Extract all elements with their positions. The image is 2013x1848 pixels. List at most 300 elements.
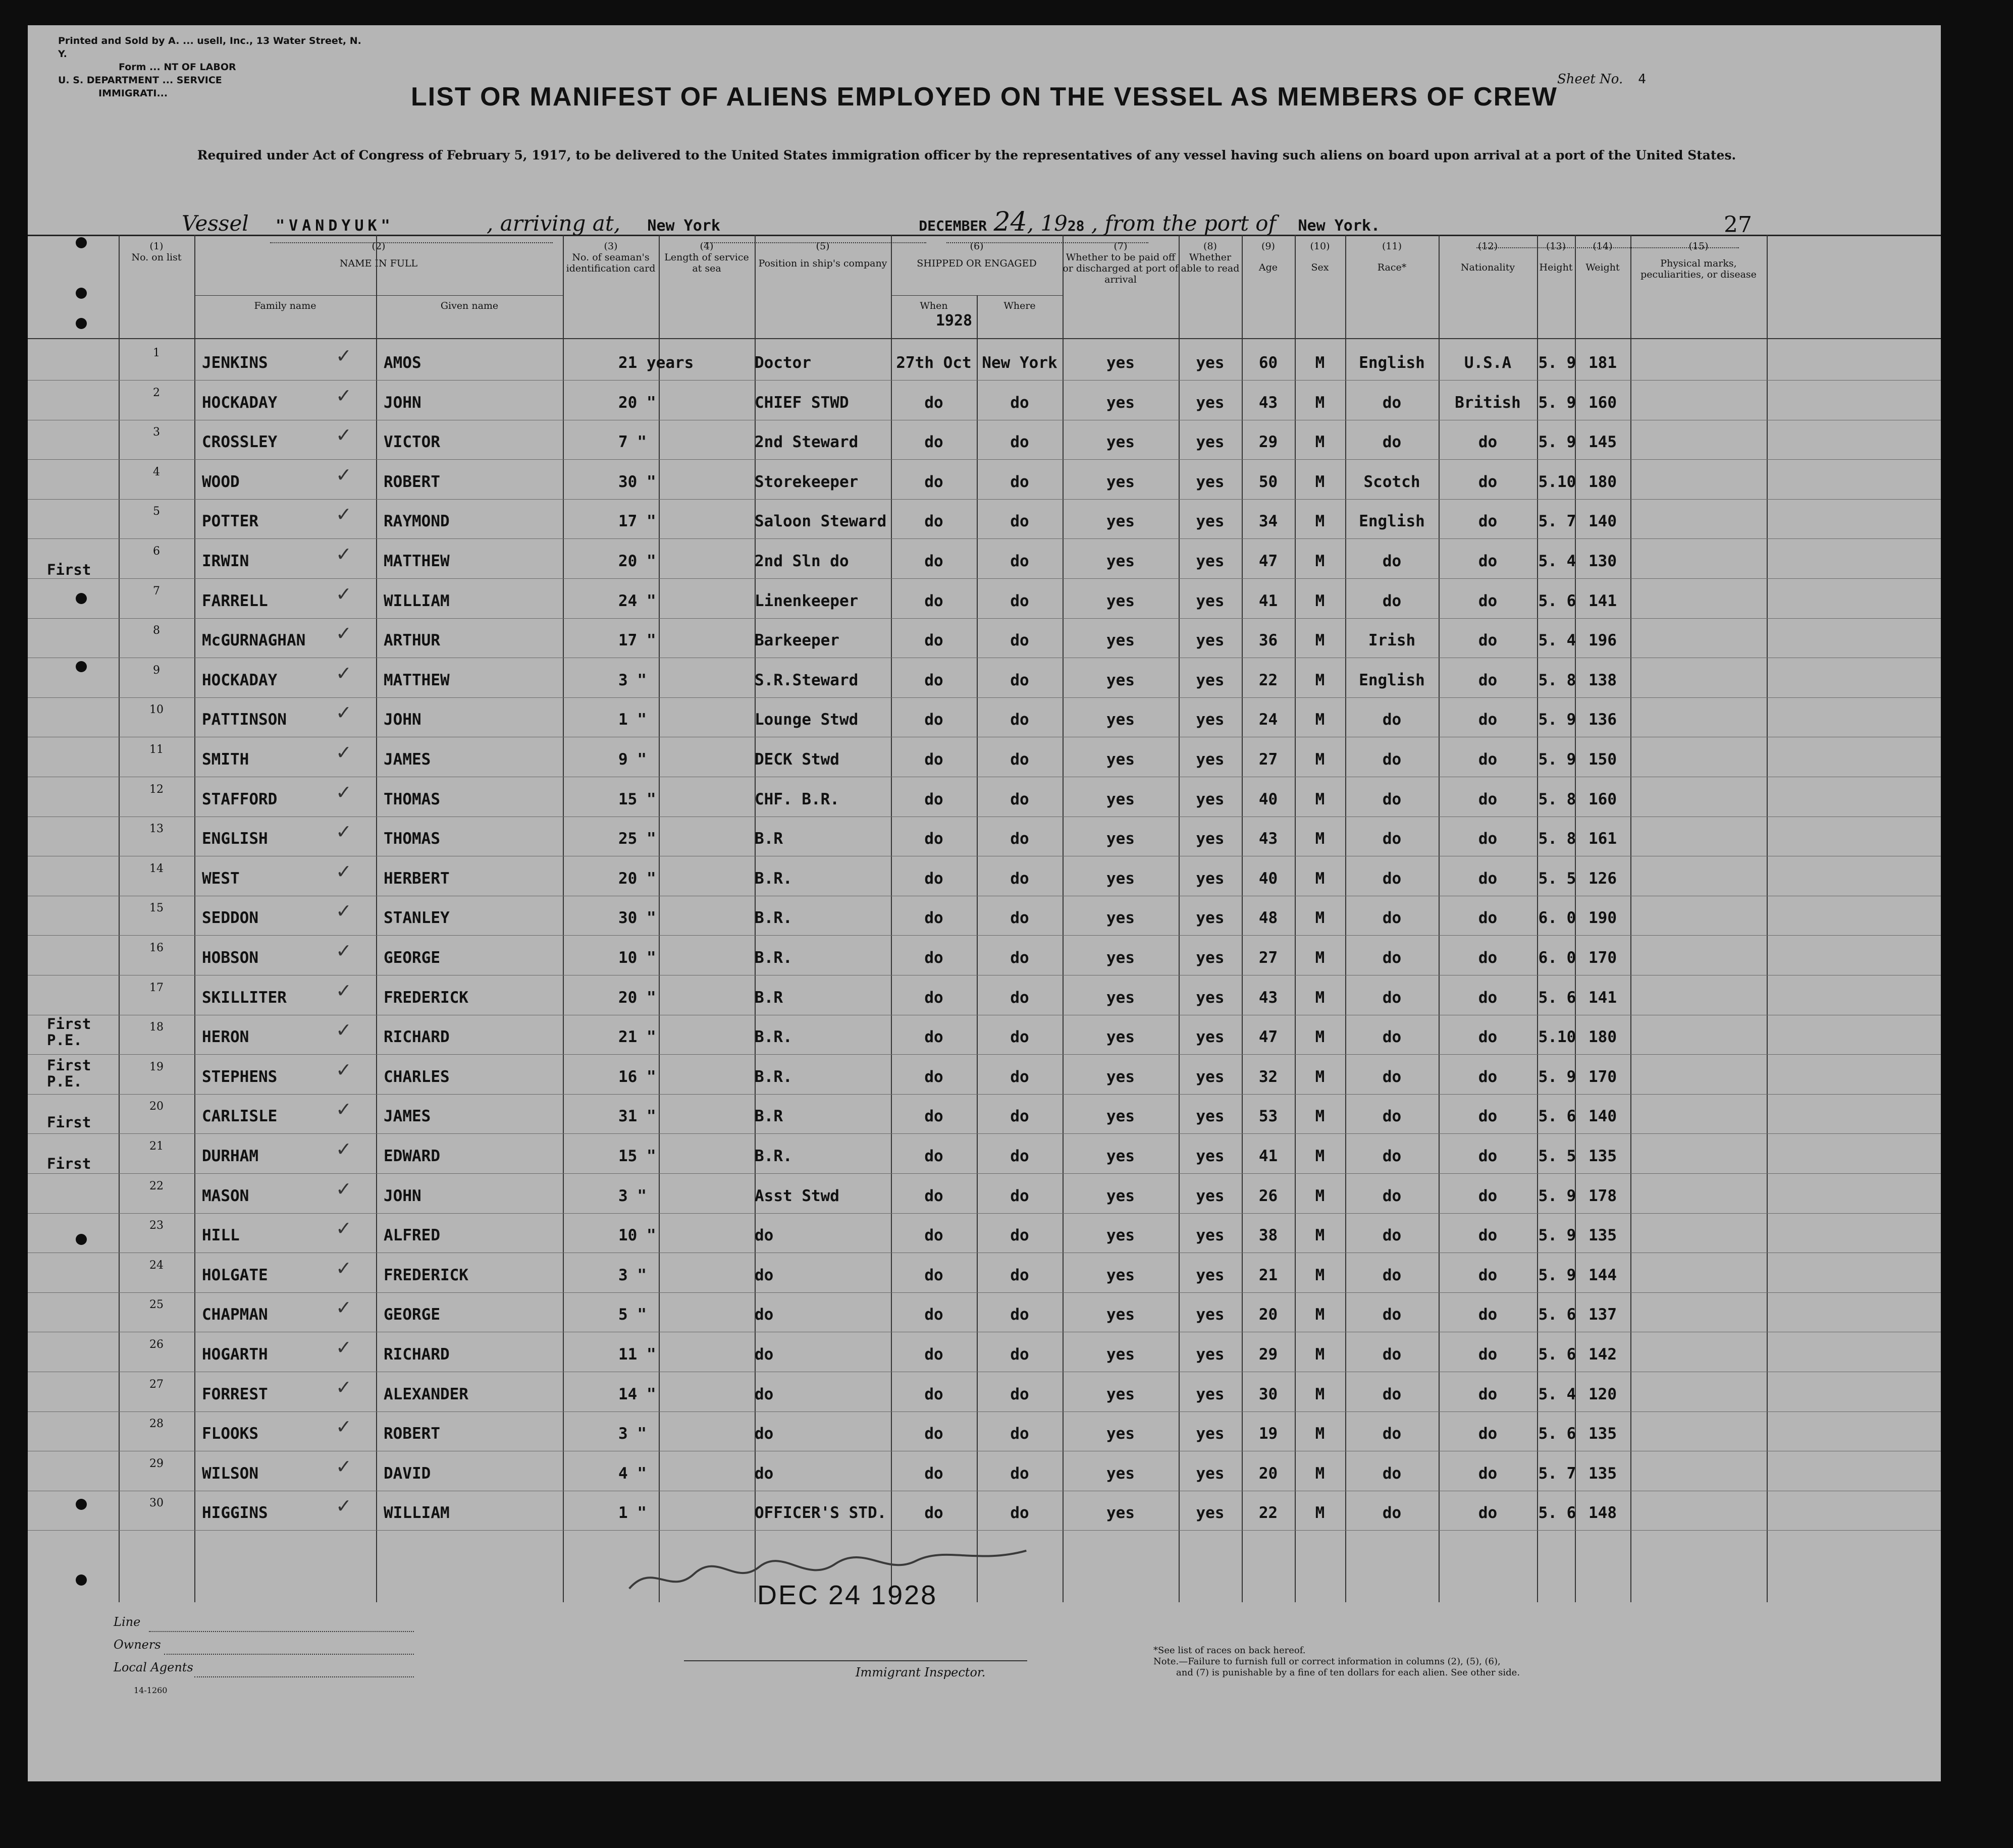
cell-no: 20 (149, 1100, 164, 1113)
cell-read: yes (1196, 790, 1225, 808)
cell-age: 29 (1258, 1345, 1278, 1364)
cell-where: do (1010, 1306, 1029, 1324)
cell-age: 40 (1258, 790, 1278, 808)
cell-weight: 145 (1588, 433, 1617, 452)
check-mark-icon: ✓ (336, 463, 352, 486)
cell-where: do (1010, 949, 1029, 967)
cell-when: do (924, 711, 943, 729)
cell-no: 6 (153, 545, 160, 558)
check-mark-icon: ✓ (336, 543, 352, 565)
cell-when: do (924, 552, 943, 570)
footnote-penalty: Note.—Failure to furnish full or correct information in columns (2), (5), (6), (1153, 1656, 1501, 1667)
cell-weight: 181 (1588, 354, 1617, 372)
cell-given: FREDERICK (384, 988, 468, 1007)
cell-nationality: do (1478, 988, 1498, 1007)
cell-service: 20 " (618, 393, 656, 412)
cell-age: 24 (1258, 711, 1278, 729)
col-position-header: (5) Position in ship's company (758, 241, 887, 269)
cell-position: do (755, 1306, 774, 1324)
cell-position: B.R. (755, 869, 792, 888)
cell-where: do (1010, 512, 1029, 531)
cell-when: do (924, 1226, 943, 1245)
cell-race: do (1382, 1345, 1402, 1364)
cell-family: HILL (202, 1226, 240, 1245)
cell-when: do (924, 1147, 943, 1165)
cell-paid: yes (1106, 830, 1135, 848)
cell-height: 5.10 (1538, 472, 1576, 491)
cell-paid: yes (1106, 1028, 1135, 1047)
inspector-label: Immigrant Inspector. (856, 1665, 986, 1679)
cell-family: HOCKADAY (202, 671, 278, 689)
cell-age: 41 (1258, 591, 1278, 610)
cell-height: 5. 6 (1538, 591, 1576, 610)
cell-where: do (1010, 1345, 1029, 1364)
cell-read: yes (1196, 1306, 1225, 1324)
cell-height: 5. 6 (1538, 1306, 1576, 1324)
cell-nationality: do (1478, 869, 1498, 888)
cell-service: 10 " (618, 949, 656, 967)
cell-when: do (924, 988, 943, 1007)
cell-race: Irish (1368, 631, 1416, 650)
cell-no: 9 (153, 664, 160, 677)
cell-sex: M (1315, 1107, 1325, 1126)
cell-paid: yes (1106, 433, 1135, 452)
cell-paid: yes (1106, 1067, 1135, 1086)
row-rule (28, 1411, 1941, 1412)
cell-weight: 160 (1588, 393, 1617, 412)
cell-service: 3 " (618, 671, 647, 689)
cell-paid: yes (1106, 393, 1135, 412)
cell-race: do (1382, 1425, 1402, 1443)
owners-label: Owners (114, 1638, 161, 1652)
cell-no: 28 (149, 1418, 164, 1431)
cell-service: 17 " (618, 631, 656, 650)
cell-given: RAYMOND (384, 512, 450, 531)
cell-given: EDWARD (384, 1147, 440, 1165)
cell-sex: M (1315, 591, 1325, 610)
cell-no: 17 (149, 981, 164, 994)
cell-nationality: do (1478, 591, 1498, 610)
cell-read: yes (1196, 1186, 1225, 1205)
check-mark-icon: ✓ (336, 582, 352, 605)
manifest-sheet (28, 25, 1941, 1781)
cell-race: do (1382, 1306, 1402, 1324)
cell-given: VICTOR (384, 433, 440, 452)
cell-no: 8 (153, 624, 160, 637)
cell-no: 18 (149, 1021, 164, 1034)
cell-age: 50 (1258, 472, 1278, 491)
cell-where: do (1010, 433, 1029, 452)
cell-nationality: do (1478, 1425, 1498, 1443)
cell-no: 4 (153, 465, 160, 478)
cell-nationality: do (1478, 1306, 1498, 1324)
margin-note: First (47, 561, 91, 578)
cell-given: JOHN (384, 1186, 421, 1205)
cell-race: do (1382, 1147, 1402, 1165)
cell-weight: 120 (1588, 1385, 1617, 1403)
cell-race: English (1359, 671, 1425, 689)
cell-given: GEORGE (384, 949, 440, 967)
line-label: Line (114, 1615, 141, 1629)
check-mark-icon: ✓ (336, 1019, 352, 1042)
cell-where: do (1010, 472, 1029, 491)
cell-position: do (755, 1266, 774, 1284)
cell-age: 27 (1258, 949, 1278, 967)
cell-age: 47 (1258, 552, 1278, 570)
cell-race: Scotch (1363, 472, 1420, 491)
cell-height: 5. 9 (1538, 393, 1576, 412)
check-mark-icon: ✓ (336, 1296, 352, 1319)
cell-given: AMOS (384, 354, 421, 372)
cell-weight: 136 (1588, 711, 1617, 729)
cell-family: SKILLITER (202, 988, 287, 1007)
cell-where: do (1010, 830, 1029, 848)
cell-nationality: British (1455, 393, 1521, 412)
cell-position: do (755, 1425, 774, 1443)
cell-age: 43 (1258, 393, 1278, 412)
cell-race: do (1382, 711, 1402, 729)
col-race-header: (11) Race* (1377, 241, 1407, 273)
cell-no: 23 (149, 1219, 164, 1232)
col-idcard-header: (3) No. of seaman's identification card (566, 241, 656, 274)
from-port: New York. (1298, 217, 1381, 235)
cell-height: 5. 6 (1538, 1504, 1576, 1523)
cell-no: 19 (149, 1060, 164, 1073)
cell-where: do (1010, 1266, 1029, 1284)
cell-race: do (1382, 750, 1402, 769)
check-mark-icon: ✓ (336, 860, 352, 883)
cell-where: do (1010, 552, 1029, 570)
cell-sex: M (1315, 869, 1325, 888)
cell-height: 5. 9 (1538, 433, 1576, 452)
check-mark-icon: ✓ (336, 1376, 352, 1398)
cell-when: do (924, 472, 943, 491)
cell-nationality: do (1478, 1345, 1498, 1364)
check-mark-icon: ✓ (336, 900, 352, 922)
cell-read: yes (1196, 750, 1225, 769)
cell-paid: yes (1106, 591, 1135, 610)
cell-race: do (1382, 949, 1402, 967)
cell-sex: M (1315, 552, 1325, 570)
cell-where: do (1010, 711, 1029, 729)
cell-height: 5. 4 (1538, 631, 1576, 650)
row-rule (28, 380, 1941, 381)
row-rule (28, 1054, 1941, 1055)
cell-service: 31 " (618, 1107, 656, 1126)
cell-weight: 141 (1588, 988, 1617, 1007)
cell-family: FORREST (202, 1385, 268, 1403)
cell-nationality: do (1478, 711, 1498, 729)
cell-weight: 130 (1588, 552, 1617, 570)
cell-read: yes (1196, 393, 1225, 412)
cell-sex: M (1315, 1186, 1325, 1205)
cell-height: 5. 6 (1538, 1345, 1576, 1364)
cell-where: do (1010, 1147, 1029, 1165)
cell-position: B.R. (755, 949, 792, 967)
cell-paid: yes (1106, 1186, 1135, 1205)
cell-when: do (924, 393, 943, 412)
cell-weight: 180 (1588, 1028, 1617, 1047)
cell-sex: M (1315, 1147, 1325, 1165)
check-mark-icon: ✓ (336, 384, 352, 407)
cell-service: 25 " (618, 830, 656, 848)
line-field (149, 1611, 414, 1632)
cell-weight: 126 (1588, 869, 1617, 888)
cell-paid: yes (1106, 1425, 1135, 1443)
cell-position: B.R. (755, 1067, 792, 1086)
cell-read: yes (1196, 472, 1225, 491)
cell-position: Asst Stwd (755, 1186, 839, 1205)
cell-sex: M (1315, 472, 1325, 491)
cell-race: do (1382, 433, 1402, 452)
cell-weight: 148 (1588, 1504, 1617, 1523)
cell-no: 24 (149, 1259, 164, 1272)
cell-no: 10 (149, 703, 164, 717)
cell-read: yes (1196, 1067, 1225, 1086)
cell-race: do (1382, 830, 1402, 848)
shipped-sub-rule (891, 295, 1063, 296)
cell-position: B.R. (755, 1147, 792, 1165)
cell-position: CHIEF STWD (755, 393, 849, 412)
cell-height: 5. 6 (1538, 1425, 1576, 1443)
cell-no: 30 (149, 1497, 164, 1510)
cell-given: ARTHUR (384, 631, 440, 650)
col-rule (376, 235, 377, 1602)
cell-where: New York (982, 354, 1057, 372)
col-when-header: When (920, 300, 948, 311)
cell-where: do (1010, 1107, 1029, 1126)
cell-paid: yes (1106, 1107, 1135, 1126)
cell-service: 20 " (618, 552, 656, 570)
cell-nationality: do (1478, 790, 1498, 808)
cell-paid: yes (1106, 869, 1135, 888)
cell-position: do (755, 1226, 774, 1245)
cell-when: do (924, 591, 943, 610)
footnote-penalty-cont: and (7) is punishable by a fine of ten dollars for each alien. See other side. (1176, 1667, 1520, 1678)
cell-service: 16 " (618, 1067, 656, 1086)
sheet-number-label: Sheet No. (1557, 72, 1623, 87)
cell-given: ALEXANDER (384, 1385, 468, 1403)
cell-no: 2 (153, 386, 160, 399)
check-mark-icon: ✓ (336, 979, 352, 1002)
cell-read: yes (1196, 1464, 1225, 1483)
cell-paid: yes (1106, 909, 1135, 928)
cell-weight: 150 (1588, 750, 1617, 769)
check-mark-icon: ✓ (336, 662, 352, 684)
cell-no: 29 (149, 1457, 164, 1470)
cell-position: B.R (755, 988, 783, 1007)
check-mark-icon: ✓ (336, 781, 352, 803)
cell-family: STEPHENS (202, 1067, 278, 1086)
check-mark-icon: ✓ (336, 1416, 352, 1438)
col-paid-header: (7) Whether to be paid off or discharged at port of arrival (1063, 241, 1179, 285)
binder-hole (76, 1499, 87, 1510)
cell-paid: yes (1106, 711, 1135, 729)
cell-height: 5. 8 (1538, 830, 1576, 848)
cell-age: 32 (1258, 1067, 1278, 1086)
cell-read: yes (1196, 988, 1225, 1007)
cell-no: 21 (149, 1140, 164, 1153)
cell-race: do (1382, 790, 1402, 808)
cell-service: 3 " (618, 1425, 647, 1443)
cell-service: 20 " (618, 869, 656, 888)
cell-sex: M (1315, 830, 1325, 848)
cell-where: do (1010, 1504, 1029, 1523)
cell-race: do (1382, 1028, 1402, 1047)
cell-age: 29 (1258, 433, 1278, 452)
cell-age: 20 (1258, 1306, 1278, 1324)
cell-given: JAMES (384, 1107, 431, 1126)
cell-height: 5. 9 (1538, 711, 1576, 729)
cell-height: 6. 0 (1538, 949, 1576, 967)
cell-sex: M (1315, 1266, 1325, 1284)
cell-sex: M (1315, 433, 1325, 452)
cell-race: do (1382, 909, 1402, 928)
cell-given: RICHARD (384, 1345, 450, 1364)
cell-service: 10 " (618, 1226, 656, 1245)
check-mark-icon: ✓ (336, 940, 352, 962)
printer-line: Form ... NT OF LABOR (119, 62, 236, 73)
cell-family: CROSSLEY (202, 433, 278, 452)
margin-note: First P.E. (47, 1057, 91, 1090)
cell-nationality: do (1478, 472, 1498, 491)
cell-when: do (924, 869, 943, 888)
cell-family: WILSON (202, 1464, 258, 1483)
cell-read: yes (1196, 869, 1225, 888)
crew-table (28, 235, 1941, 1602)
col-rule (1630, 235, 1631, 1602)
row-rule (28, 697, 1941, 698)
cell-nationality: do (1478, 671, 1498, 689)
cell-age: 36 (1258, 631, 1278, 650)
cell-where: do (1010, 591, 1029, 610)
cell-where: do (1010, 790, 1029, 808)
cell-weight: 142 (1588, 1345, 1617, 1364)
cell-age: 34 (1258, 512, 1278, 531)
cell-where: do (1010, 750, 1029, 769)
cell-age: 40 (1258, 869, 1278, 888)
cell-family: HOBSON (202, 949, 258, 967)
binder-hole (76, 288, 87, 299)
cell-where: do (1010, 909, 1029, 928)
cell-weight: 140 (1588, 1107, 1617, 1126)
cell-when: do (924, 1028, 943, 1047)
cell-position: Lounge Stwd (755, 711, 859, 729)
cell-race: do (1382, 1385, 1402, 1403)
row-rule (28, 499, 1941, 500)
cell-given: MATTHEW (384, 552, 450, 570)
cell-position: OFFICER'S STD. (755, 1504, 887, 1523)
binder-hole (76, 593, 87, 604)
cell-weight: 135 (1588, 1464, 1617, 1483)
cell-position: DECK Stwd (755, 750, 839, 769)
cell-read: yes (1196, 830, 1225, 848)
col-sex-header: (10) Sex (1310, 241, 1330, 273)
cell-family: ENGLISH (202, 830, 268, 848)
owners-field (164, 1634, 414, 1655)
cell-no: 15 (149, 902, 164, 915)
cell-race: English (1359, 512, 1425, 531)
cell-race: do (1382, 1504, 1402, 1523)
cell-where: do (1010, 869, 1029, 888)
cell-position: do (755, 1345, 774, 1364)
cell-family: FARRELL (202, 591, 268, 610)
cell-family: JENKINS (202, 354, 268, 372)
cell-height: 5.10 (1538, 1028, 1576, 1047)
cell-nationality: do (1478, 1504, 1498, 1523)
cell-service: 20 " (618, 988, 656, 1007)
col-marks-header: (15) Physical marks, peculiarities, or disease (1640, 241, 1757, 280)
cell-no: 16 (149, 942, 164, 954)
cell-read: yes (1196, 1147, 1225, 1165)
cell-given: DAVID (384, 1464, 431, 1483)
row-rule (28, 1213, 1941, 1214)
cell-family: WEST (202, 869, 240, 888)
cell-no: 12 (149, 783, 164, 796)
cell-weight: 161 (1588, 830, 1617, 848)
cell-sex: M (1315, 1345, 1325, 1364)
col-service-header: (4) Length of service at sea (664, 241, 749, 274)
cell-given: WILLIAM (384, 1504, 450, 1523)
cell-weight: 190 (1588, 909, 1617, 928)
row-rule (28, 459, 1941, 460)
cell-when: do (924, 671, 943, 689)
cell-service: 30 " (618, 472, 656, 491)
cell-when: do (924, 830, 943, 848)
cell-race: do (1382, 1186, 1402, 1205)
cell-paid: yes (1106, 1306, 1135, 1324)
check-mark-icon: ✓ (336, 1495, 352, 1517)
cell-weight: 180 (1588, 472, 1617, 491)
cell-service: 15 " (618, 1147, 656, 1165)
cell-read: yes (1196, 711, 1225, 729)
cell-age: 43 (1258, 830, 1278, 848)
check-mark-icon: ✓ (336, 622, 352, 645)
cell-sex: M (1315, 1306, 1325, 1324)
agents-label: Local Agents (114, 1660, 193, 1674)
arriving-port: New York (647, 217, 720, 235)
cell-given: HERBERT (384, 869, 450, 888)
cell-age: 20 (1258, 1464, 1278, 1483)
cell-race: do (1382, 591, 1402, 610)
cell-no: 14 (149, 862, 164, 875)
cell-service: 3 " (618, 1186, 647, 1205)
col-age-header: (9) Age (1258, 241, 1278, 273)
cell-read: yes (1196, 512, 1225, 531)
cell-where: do (1010, 988, 1029, 1007)
printer-line: IMMIGRATI... (98, 88, 168, 99)
cell-given: JAMES (384, 750, 431, 769)
agents-field (194, 1656, 414, 1677)
cell-when: do (924, 790, 943, 808)
cell-height: 5. 9 (1538, 1266, 1576, 1284)
cell-height: 5. 5 (1538, 1147, 1576, 1165)
cell-paid: yes (1106, 552, 1135, 570)
check-mark-icon: ✓ (336, 1257, 352, 1279)
cell-when: do (924, 1504, 943, 1523)
cell-read: yes (1196, 1425, 1225, 1443)
cell-sex: M (1315, 1464, 1325, 1483)
cell-given: FREDERICK (384, 1266, 468, 1284)
row-rule (28, 1173, 1941, 1174)
cell-when: do (924, 909, 943, 928)
cell-age: 30 (1258, 1385, 1278, 1403)
cell-service: 3 " (618, 1266, 647, 1284)
cell-when: do (924, 1186, 943, 1205)
cell-height: 5. 4 (1538, 1385, 1576, 1403)
cell-weight: 160 (1588, 790, 1617, 808)
cell-sex: M (1315, 512, 1325, 531)
